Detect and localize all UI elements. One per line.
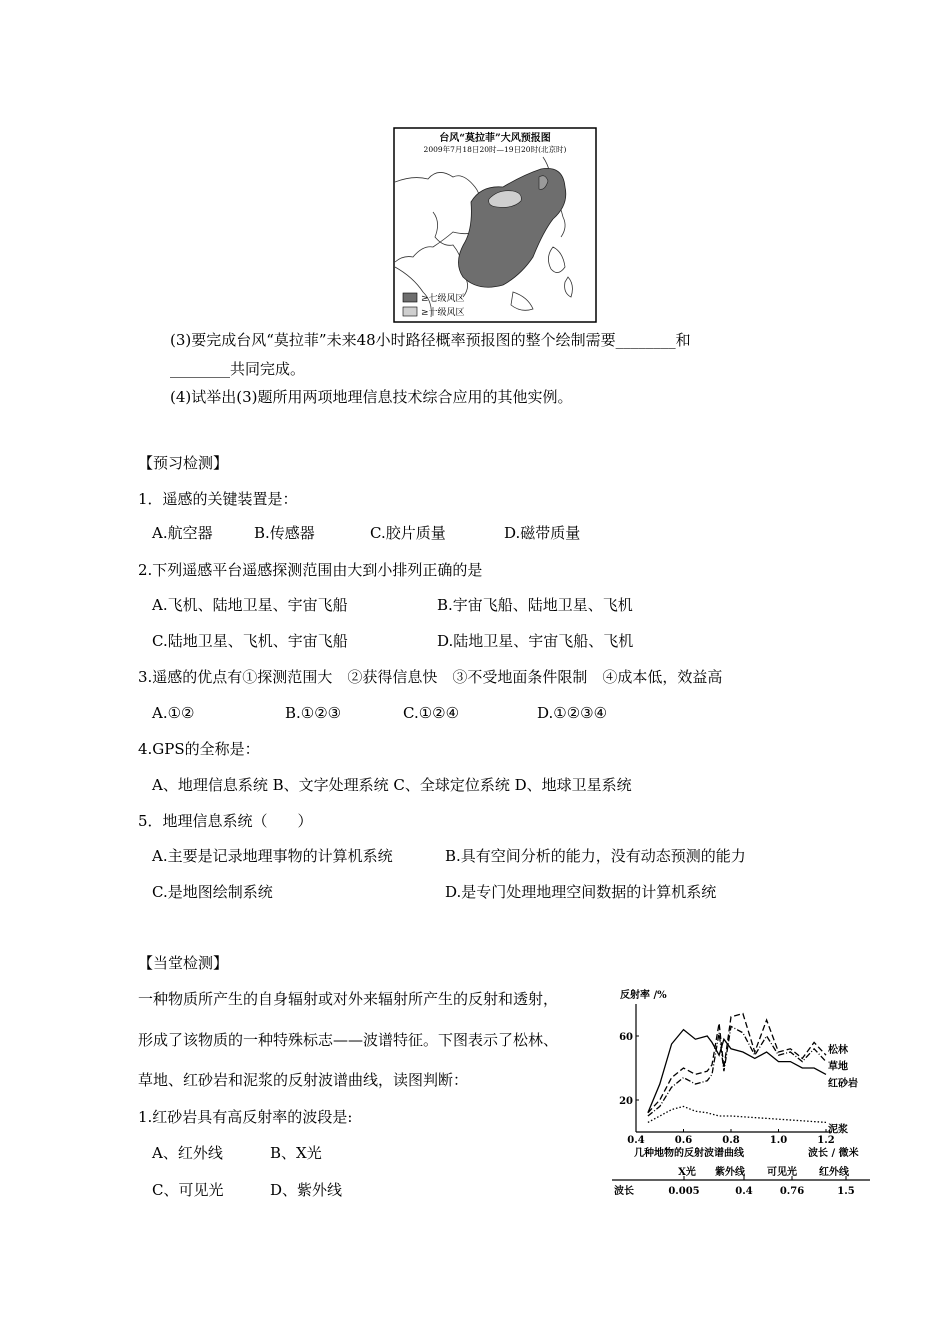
preview-q1-option-b: B.传感器 <box>254 524 315 542</box>
class-q1-option-d: D、紫外线 <box>270 1181 343 1199</box>
question-3-line1: (3)要完成台风“莫拉菲”未来48小时路径概率预报图的整个绘制需要________和 <box>170 331 691 349</box>
preview-q3-option-b: B.①②③ <box>285 704 342 722</box>
y-tick-label: 20 <box>619 1096 633 1107</box>
typhoon-map-figure <box>393 127 597 323</box>
spectrum-tick-label-0: 0.005 <box>668 1186 700 1197</box>
preview-q2-stem: 2.下列遥感平台遥感探测范围由大到小排列正确的是 <box>138 561 483 579</box>
preview-q5-option-b: B.具有空间分析的能力，没有动态预测的能力 <box>445 847 746 865</box>
series-line-0 <box>648 1014 826 1113</box>
preview-q1-option-c: C.胶片质量 <box>370 524 446 542</box>
class-q1-option-c: C、可见光 <box>152 1181 224 1199</box>
preview-q2-option-a: A.飞机、陆地卫星、宇宙飞船 <box>152 596 348 614</box>
preview-q3-option-d: D.①②③④ <box>537 704 608 722</box>
map-title: 台风“莫拉菲”大风预报图 <box>439 133 551 144</box>
class-heading: 【当堂检测】 <box>138 954 229 972</box>
class-q1-option-a: A、红外线 <box>152 1144 223 1162</box>
series-label-1: 草地 <box>828 1061 848 1073</box>
class-q1-stem: 1.红砂岩具有高反射率的波段是: <box>138 1108 353 1126</box>
x-axis-label: 波长 / 微米 <box>808 1148 859 1159</box>
spectrum-tick-label-2: 0.76 <box>779 1186 805 1197</box>
series-line-2 <box>648 1030 826 1113</box>
x-tick-label: 1.0 <box>769 1135 788 1146</box>
series-line-3 <box>648 1106 826 1122</box>
legend-label-level7: ≥七级风区 <box>421 294 465 304</box>
series-label-3: 泥浆 <box>828 1124 848 1136</box>
series-label-2: 红砂岩 <box>828 1078 858 1090</box>
class-intro-line3: 草地、红砂岩和泥浆的反射波谱曲线，读图判断： <box>138 1071 469 1089</box>
preview-q2-option-d: D.陆地卫星、宇宙飞船、飞机 <box>437 632 634 650</box>
spectrum-band-3: 红外线 <box>819 1167 849 1178</box>
preview-q5-option-d: D.是专门处理地理空间数据的计算机系统 <box>445 883 717 901</box>
x-tick-label: 0.6 <box>674 1135 693 1146</box>
x-tick-label: 0.8 <box>722 1135 740 1146</box>
class-intro-line1: 一种物质所产生的自身辐射或对外来辐射所产生的反射和透射， <box>138 990 559 1008</box>
preview-q5-option-c: C.是地图绘制系统 <box>152 883 273 901</box>
preview-q4-options: A、地理信息系统 B、文字处理系统 C、全球定位系统 D、地球卫星系统 <box>152 776 632 794</box>
chart-title: 几种地物的反射波谱曲线 <box>634 1148 744 1159</box>
legend-label-level10: ≥十级风区 <box>421 308 465 318</box>
preview-q3-stem: 3.遥感的优点有①探测范围大 ②获得信息快 ③不受地面条件限制 ④成本低，效益高 <box>138 668 723 686</box>
preview-q1-option-d: D.磁带质量 <box>504 524 581 542</box>
preview-q3-option-c: C.①②④ <box>403 704 460 722</box>
preview-q2-option-b: B.宇宙飞船、陆地卫星、飞机 <box>437 596 633 614</box>
preview-q4-stem: 4.GPS的全称是： <box>138 740 260 758</box>
question-4: (4)试举出(3)题所用两项地理信息技术综合应用的其他实例。 <box>170 388 573 406</box>
preview-q5-option-a: A.主要是记录地理事物的计算机系统 <box>152 847 393 865</box>
preview-q3-option-a: A.①② <box>152 704 195 722</box>
preview-q5-stem: 5．地理信息系统（ ） <box>138 812 313 830</box>
preview-q2-option-c: C.陆地卫星、飞机、宇宙飞船 <box>152 632 348 650</box>
spectrum-tick-label-1: 0.4 <box>735 1186 753 1197</box>
series-label-0: 松林 <box>828 1045 848 1057</box>
class-intro-line2: 形成了该物质的一种特殊标志——波谱特征。下图表示了松林、 <box>138 1031 559 1049</box>
class-q1-option-b: B、X光 <box>270 1144 322 1162</box>
question-3-line2: ________共同完成。 <box>170 360 306 378</box>
preview-heading: 【预习检测】 <box>138 454 229 472</box>
legend-swatch-level10 <box>403 307 417 316</box>
reflectance-spectrum-chart <box>612 984 874 1202</box>
y-tick-label: 60 <box>619 1032 633 1043</box>
spectrum-band-0: X光 <box>678 1167 696 1178</box>
map-subtitle: 2009年7月18日20时—19日20时(北京时) <box>423 145 567 154</box>
x-tick-label: 1.2 <box>817 1135 835 1146</box>
spectrum-band-1: 紫外线 <box>715 1167 745 1178</box>
preview-q1-option-a: A.航空器 <box>152 524 213 542</box>
spectrum-tick-label-3: 1.5 <box>837 1186 855 1197</box>
spectrum-band-2: 可见光 <box>767 1167 797 1178</box>
spectrum-bar-label: 波长 <box>614 1186 634 1197</box>
x-tick-label: 0.4 <box>627 1135 645 1146</box>
legend-swatch-level7 <box>403 293 417 302</box>
preview-q1-stem: 1．遥感的关键装置是： <box>138 490 298 508</box>
y-axis-label: 反射率 /% <box>620 990 667 1001</box>
